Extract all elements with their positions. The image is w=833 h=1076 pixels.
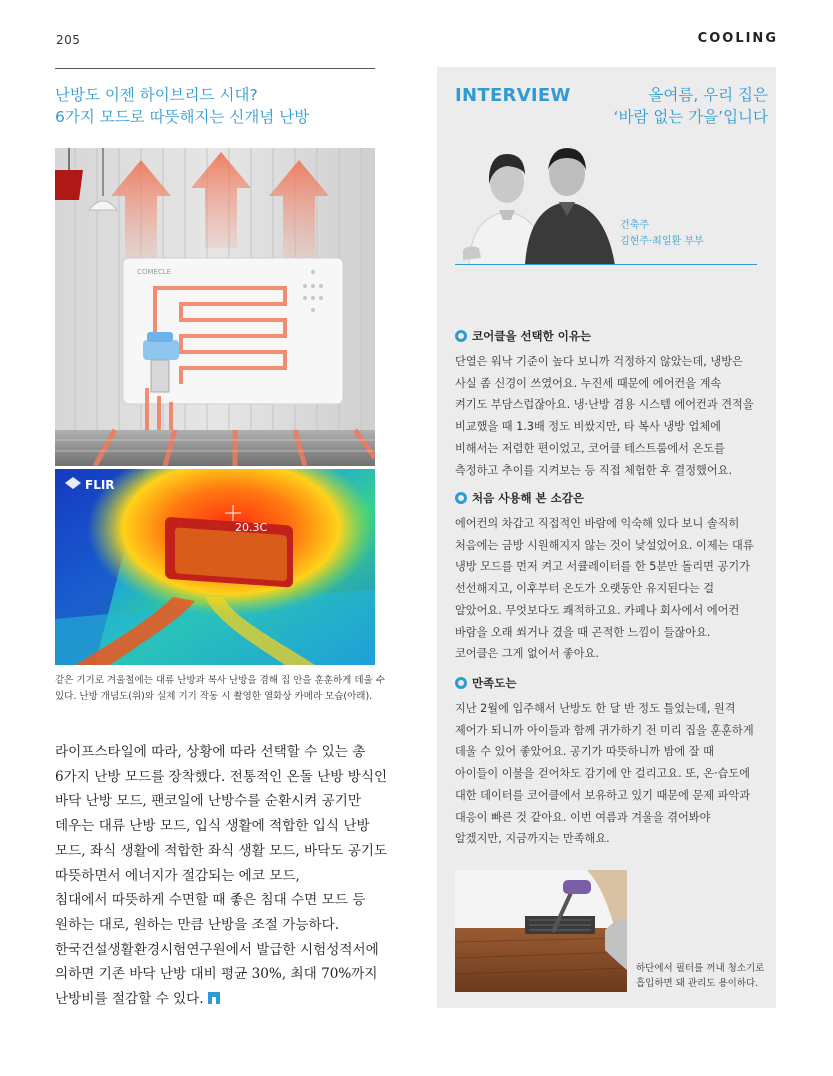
filter-photo-caption: [636, 961, 771, 991]
answer: [455, 698, 765, 850]
question: [455, 490, 765, 506]
interview-label: INTERVIEW: [455, 85, 571, 106]
answer-line: 아이들이 이불을 걷어차도 감기에 안 걸리고요. 또, 온·습도에: [455, 767, 750, 781]
interviewee-names: 김현주·최일환 부부: [620, 236, 704, 247]
section-label: COOLING: [697, 31, 778, 46]
answer-line: 에어컨의 차갑고 직접적인 바람에 익숙해 있다 보니 솔직히: [455, 517, 740, 530]
bullet-icon: [455, 492, 467, 504]
top-rule: [55, 68, 375, 69]
couple-portrait-image: [455, 140, 620, 265]
heating-concept-illustration: [55, 148, 375, 466]
thermal-image: [55, 469, 375, 665]
question: [455, 328, 765, 344]
thermal-camera-photo: [55, 469, 375, 665]
qa-section-2: [455, 490, 765, 665]
body-line: 6가지 난방 모드를 장착했다. 전통적인 온돌 난방 방식인: [55, 768, 388, 785]
body-line: 원하는 대로, 원하는 만큼 난방을 조절 가능하다.: [55, 916, 340, 933]
answer-line: 비교했을 때 1.3배 정도 비쌌지만, 타 복사 냉방 업체에: [455, 420, 721, 434]
interview-title-line: ‘바람 없는 가을’입니다: [613, 108, 768, 126]
filter-caption-line: 하단에서 필터를 꺼내 청소기로: [636, 963, 765, 974]
filter-cleaning-image: [455, 870, 627, 992]
answer-line: 코어클은 그게 없어서 좋아요.: [455, 647, 599, 661]
photo-caption: [55, 673, 385, 705]
portrait-divider: [455, 264, 757, 265]
answer-line: 대한 데이터를 코어클에서 보유하고 있기 때문에 문제 파악과: [455, 788, 751, 802]
answer-line: 선선해지고, 이후부터 온도가 오랫동안 유지된다는 걸: [455, 582, 715, 596]
answer-line: 지난 2월에 입주해서 난방도 한 달 반 정도 틀었는데, 원격: [455, 702, 736, 715]
svg-text:COMECLE: COMECLE: [137, 268, 172, 276]
body-line: 모드, 좌식 생활에 적합한 좌식 생활 모드, 바닥도 공기도: [55, 842, 388, 859]
body-line: 난방비를 절감할 수 있다.: [55, 991, 204, 1008]
answer-line: 단열은 워낙 기준이 높다 보니까 걱정하지 않았는데, 냉방은: [455, 355, 743, 368]
answer: [455, 513, 765, 665]
answer-line: 측정하고 추이를 지켜보는 등 직접 체험한 후 결정했어요.: [455, 463, 733, 477]
question-text: 코어클을 선택한 이유는: [472, 329, 592, 343]
interview-title-line: 올여름, 우리 집은: [648, 86, 768, 104]
interview-title: [588, 84, 768, 128]
answer-line: 사실 좀 신경이 쓰였어요. 누진세 때문에 에어컨을 계속: [455, 376, 722, 390]
body-line: 바닥 난방 모드, 팬코일에 난방수를 순환시켜 공기만: [55, 793, 362, 810]
couple-portrait: [455, 140, 620, 265]
body-line: 따뜻하면서 에너지가 절감되는 에코 모드,: [55, 867, 300, 884]
answer-line: 켜기도 부담스럽잖아요. 냉·난방 겸용 시스템 에어컨과 견적을: [455, 398, 754, 412]
article-body: [55, 740, 395, 1012]
answer-line: 대응이 빠른 것 같아요. 이번 여름과 겨울을 겪어봐야: [455, 810, 711, 824]
photo-caption-line: 있다. 난방 개념도(위)와 실제 기기 작동 시 촬영한 열화상 카메라 모습(아래).: [55, 691, 373, 702]
page-number: 205: [56, 33, 81, 47]
answer-line: 알았어요. 무엇보다도 쾌적하고요. 카페나 회사에서 에어컨: [455, 603, 740, 617]
bullet-icon: [455, 330, 467, 342]
question-text: 처음 사용해 본 소감은: [472, 491, 584, 505]
body-line: 의하면 기존 바닥 난방 대비 평균 30%, 최대 70%까지: [55, 966, 378, 983]
answer-line: 제어가 되니까 아이들과 함께 귀가하기 전 미리 집을 훈훈하게: [455, 723, 754, 737]
answer-line: 알겠지만, 지금까지는 만족해요.: [455, 832, 610, 846]
body-line: 데우는 대류 난방 모드, 입식 생활에 적합한 입식 난방: [55, 818, 370, 835]
body-line: 한국건설생활환경시험연구원에서 발급한 시험성적서에: [55, 941, 379, 958]
article-title: [55, 84, 385, 128]
answer-line: 비해서는 저렴한 편이었고, 코어클 테스트룸에서 온도를: [455, 441, 725, 455]
qa-section-3: [455, 675, 765, 850]
svg-text:FLIR: FLIR: [85, 478, 115, 492]
photo-caption-line: 같은 기기로 겨울철에는 대류 난방과 복사 난방을 겸해 집 안을 훈훈하게 데울 수: [55, 675, 385, 686]
article-title-line: 난방도 이젠 하이브리드 시대?: [55, 86, 258, 104]
qa-section-1: [455, 328, 765, 481]
article-title-line: 6가지 모드로 따뜻해지는 신개념 난방: [55, 108, 310, 126]
question-text: 만족도는: [472, 676, 517, 690]
filter-caption-line: 흡입하면 돼 관리도 용이하다.: [636, 978, 759, 989]
body-line: 라이프스타일에 따라, 상황에 따라 선택할 수 있는 총: [55, 744, 366, 760]
red-pendant-lamp: [55, 170, 83, 200]
heating-concept-photo: [55, 148, 375, 466]
answer-line: 냉방 모드를 먼저 켜고 서큘레이터를 한 5분만 돌리면 공기가: [455, 560, 750, 574]
interviewee-role: 건축주: [620, 220, 649, 231]
body-line-last: [55, 987, 395, 1012]
answer-line: 처음에는 금방 시원해지지 않는 것이 낯설었어요. 이제는 대류: [455, 538, 754, 552]
answer: [455, 351, 765, 481]
thermal-reading: 20.3C: [235, 521, 268, 534]
answer-line: 바람을 오래 쐬거나 겼을 때 곤적한 느낌이 들잖아요.: [455, 625, 711, 639]
question: [455, 675, 765, 691]
bullet-icon: [455, 677, 467, 689]
body-line: 침대에서 따뜻하게 수면할 때 좋은 침대 수면 모드 등: [55, 892, 366, 909]
filter-cleaning-photo: [455, 870, 627, 992]
interviewee-info: [620, 218, 704, 250]
answer-line: 데울 수 있어 좋았어요. 공기가 따뜻하니까 밤에 잘 때: [455, 745, 714, 759]
end-mark-icon: [208, 992, 220, 1004]
